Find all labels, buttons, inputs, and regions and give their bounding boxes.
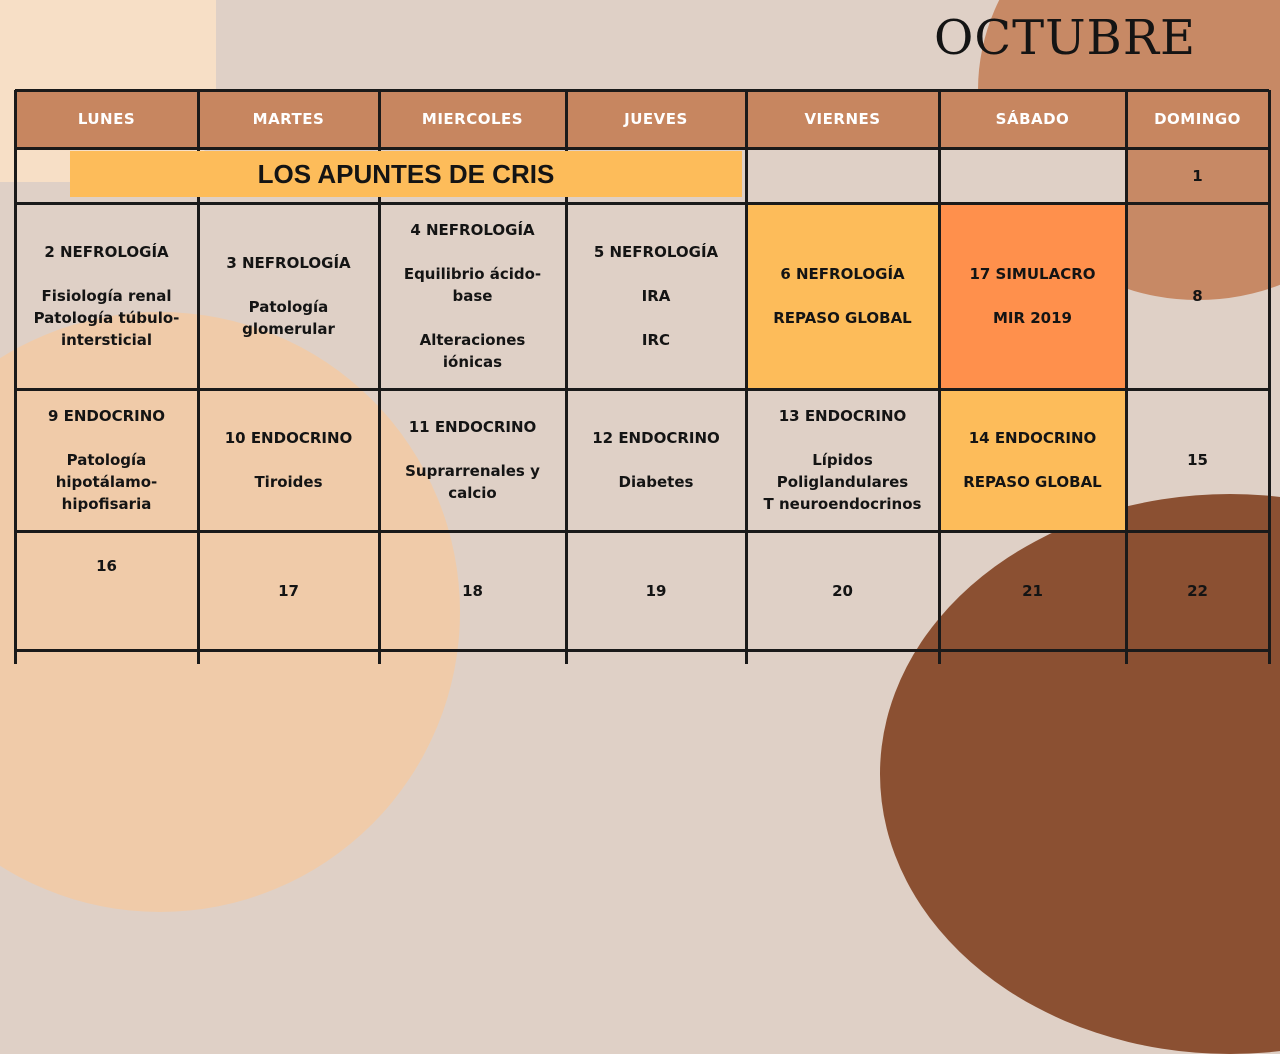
day-header-jueves: JUEVES <box>566 90 746 148</box>
grid-line-vertical <box>745 90 748 664</box>
day-cell-text: 4 NEFROLOGÍA Equilibrio ácido- base Alteraciones iónicas <box>403 221 542 371</box>
day-cell-text: 12 ENDOCRINO Diabetes <box>592 429 720 491</box>
day-cell-text: 17 <box>278 581 299 600</box>
grid-line-vertical <box>14 90 17 664</box>
day-cell-r2-domingo <box>1126 203 1269 389</box>
day-cell-text: 11 ENDOCRINO Suprarrenales y calcio <box>405 418 540 502</box>
grid-line-horizontal <box>15 530 1269 533</box>
day-cell-text: 9 ENDOCRINO Patología hipotálamo- hipofisaria <box>47 407 166 513</box>
day-cell-r1-domingo <box>1126 148 1269 203</box>
grid-line-vertical <box>1125 90 1128 664</box>
day-cell-text: 8 <box>1192 287 1203 305</box>
day-cell-text: 3 NEFROLOGÍA Patología glomerular <box>226 254 351 338</box>
grid-line-horizontal <box>15 89 1269 92</box>
day-cell-text: 6 NEFROLOGÍA REPASO GLOBAL <box>773 265 912 327</box>
day-cell-r2-sabado <box>939 203 1126 389</box>
day-cell-r3-viernes <box>746 389 939 531</box>
day-cell-r2-viernes <box>746 203 939 389</box>
day-cell-r4-martes <box>198 531 379 650</box>
day-cell-r1-sabado <box>939 148 1126 203</box>
day-header-domingo: DOMINGO <box>1126 90 1269 148</box>
day-cell-text: 17 SIMULACRO MIR 2019 <box>969 265 1096 327</box>
day-cell-text: 15 <box>1187 451 1208 469</box>
day-cell-r3-domingo <box>1126 389 1269 531</box>
grid-line-horizontal <box>15 388 1269 391</box>
day-cell-text: 20 <box>832 581 853 600</box>
day-cell-r2-miercoles <box>379 203 566 389</box>
day-cell-r3-miercoles <box>379 389 566 531</box>
day-cell-text: 13 ENDOCRINO Lípidos Poliglandulares T neuroendocrinos <box>763 407 922 513</box>
day-cell-r3-jueves <box>566 389 746 531</box>
grid-line-horizontal <box>15 649 1269 652</box>
day-cell-r4-miercoles <box>379 531 566 650</box>
day-cell-r4-jueves <box>566 531 746 650</box>
day-cell-text: 21 <box>1022 581 1043 600</box>
day-header-sabado: SÁBADO <box>939 90 1126 148</box>
day-cell-text: 16 <box>96 557 117 575</box>
day-header-miercoles: MIERCOLES <box>379 90 566 148</box>
grid-line-horizontal <box>15 202 1269 205</box>
day-header-martes: MARTES <box>198 90 379 148</box>
day-cell-r1-viernes <box>746 148 939 203</box>
banner-title: LOS APUNTES DE CRIS <box>70 151 742 197</box>
day-cell-text: 10 ENDOCRINO Tiroides <box>224 429 353 491</box>
day-cell-r3-martes <box>198 389 379 531</box>
day-cell-r4-viernes <box>746 531 939 650</box>
day-cell-r4-lunes <box>15 531 198 650</box>
day-cell-text: 22 <box>1187 581 1208 600</box>
day-header-lunes: LUNES <box>15 90 198 148</box>
day-cell-text: 1 <box>1192 166 1203 185</box>
day-cell-r3-sabado <box>939 389 1126 531</box>
day-cell-text: 5 NEFROLOGÍA IRA IRC <box>593 243 719 349</box>
day-cell-r3-lunes <box>15 389 198 531</box>
day-cell-text: 2 NEFROLOGÍA Fisiología renal Patología túbulo- intersticial <box>33 243 180 349</box>
day-cell-r4-domingo <box>1126 531 1269 650</box>
day-cell-r4-sabado <box>939 531 1126 650</box>
day-cell-r2-martes <box>198 203 379 389</box>
day-cell-r2-lunes <box>15 203 198 389</box>
grid-line-vertical <box>938 90 941 664</box>
day-cell-text: 14 ENDOCRINO REPASO GLOBAL <box>963 429 1102 491</box>
day-header-viernes: VIERNES <box>746 90 939 148</box>
day-cell-text: 19 <box>645 581 667 600</box>
day-cell-text: 18 <box>462 581 483 600</box>
month-title: OCTUBRE <box>934 10 1196 66</box>
day-cell-r2-jueves <box>566 203 746 389</box>
grid-line-vertical <box>1268 90 1271 664</box>
grid-line-horizontal <box>15 147 1269 150</box>
